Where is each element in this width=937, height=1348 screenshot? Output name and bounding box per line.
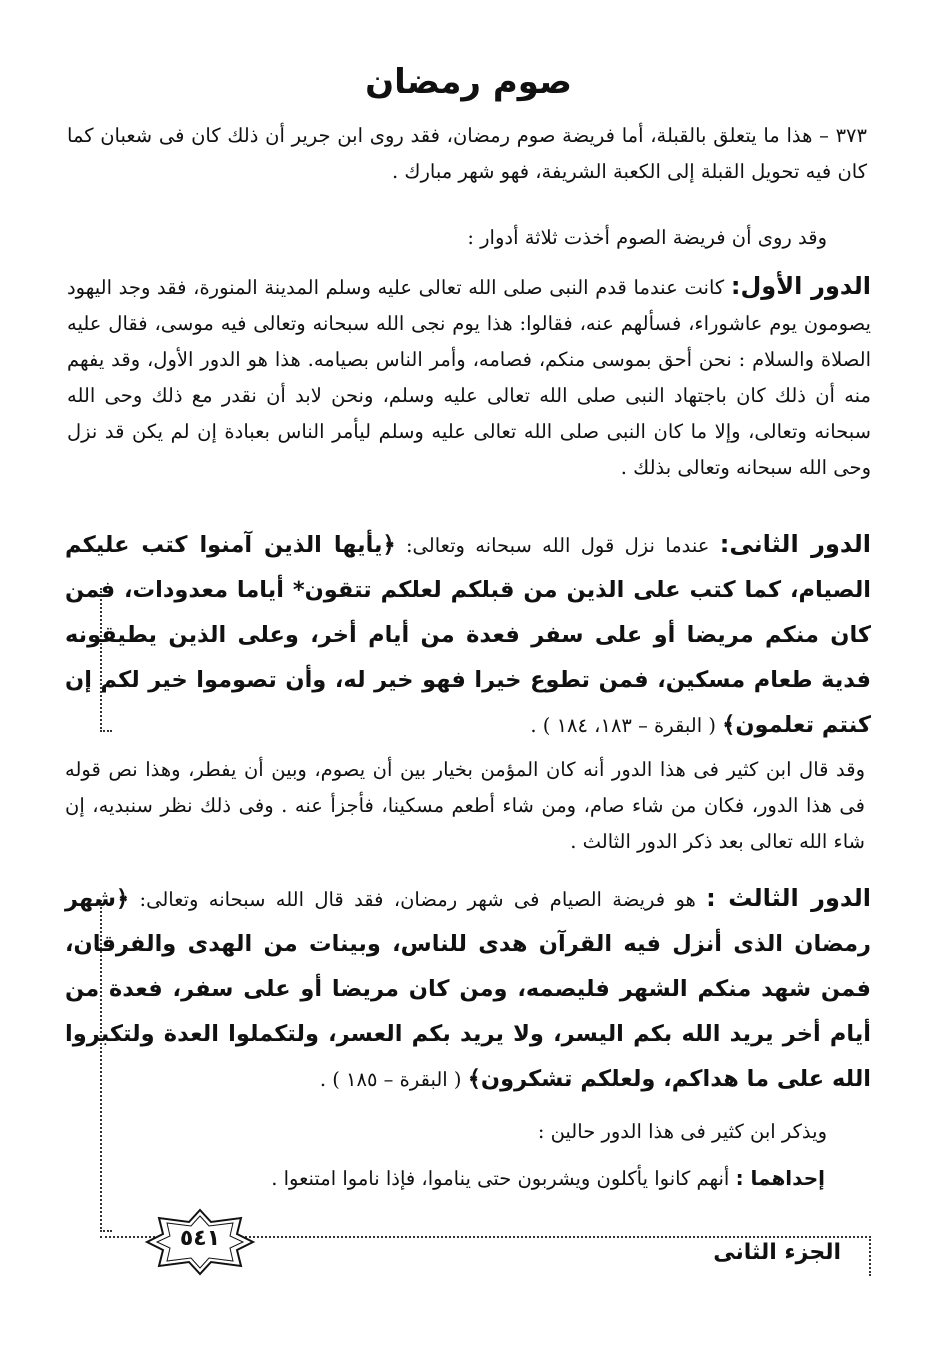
section-third-stage xyxy=(65,876,871,1102)
third-stage-intro: هو فريضة الصيام فى شهر رمضان، فقد قال الله سبحانه وتعالى: xyxy=(139,888,696,911)
quran-quote-baqarah-183-184: ﴿يأيها الذين آمنوا كتب عليكم الصيام، كما كتب على الذين من قبلكم لعلكم تتقون* أياما معدودات، فمن كان منكم مريضا أو على سفر فعدة من أيام أخر، وعلى الذين يطيقونه فدية طعام مسكين، فمن تطوع خيرا فهو خير له، وأن تصوموا خير لكم إن كنتم تعلمون﴾ xyxy=(65,532,871,738)
first-case-heading: إحداهما : xyxy=(735,1166,825,1190)
paragraph-ibn-kathir-2 xyxy=(67,1114,827,1150)
paragraph-intro-text: وقد روى أن فريضة الصوم أخذت ثلاثة أدوار : xyxy=(467,226,827,249)
paragraph-373 xyxy=(67,118,867,190)
first-stage-heading: الدور الأول: xyxy=(730,272,871,300)
third-stage-heading: الدور الثالث : xyxy=(706,884,871,912)
ibn-kathir-1-text: وقد قال ابن كثير فى هذا الدور أنه كان المؤمن بخيار بين أن يصوم، وبين أن يفطر، وهذا نص قوله فى هذا الدور، فكان من شاء صام، ومن شاء أطعم مسكينا، فأجزأ عنه . وفى ذلك نظر سنبديه، إن شاء الله تعالى بعد ذكر الدور الثالث . xyxy=(65,758,865,853)
part-label: الجزء الثانى xyxy=(713,1240,841,1265)
page-number: ٥٤١ xyxy=(179,1226,221,1251)
paragraph-intro xyxy=(67,220,827,256)
first-case-text: أنهم كانوا يأكلون ويشربون حتى يناموا، فإذا ناموا امتنعوا . xyxy=(271,1167,730,1190)
quran-ref-baqarah-185: ( البقرة – ١٨٥ ) . xyxy=(319,1068,462,1091)
paragraph-373-text: ٣٧٣ – هذا ما يتعلق بالقبلة، أما فريضة صوم رمضان، فقد روى ابن جرير أن ذلك كان فى شعبان كما كان فيه تحويل القبلة إلى الكعبة الشريفة، فهو شهر مبارك . xyxy=(67,124,867,183)
section-first-stage xyxy=(67,268,871,486)
page-title: صوم رمضان xyxy=(365,62,572,102)
quran-quote-baqarah-185: ﴿شهر رمضان الذى أنزل فيه القرآن هدى للناس، وبينات من الهدى والفرقان، فمن شهد منكم الشهر فليصمه، ومن كان مريضا أو على سفر، فعدة من أيام أخر يريد الله بكم اليسر، ولا يريد بكم العسر، ولتكملوا العدة ولتكبروا الله على ما هداكم، ولعلكم تشكرون﴾ xyxy=(65,886,871,1092)
second-stage-heading: الدور الثانى: xyxy=(719,530,871,558)
paragraph-ibn-kathir-1 xyxy=(65,752,865,860)
ibn-kathir-2-text: ويذكر ابن كثير فى هذا الدور حالين : xyxy=(537,1120,827,1143)
footer-divider-edge xyxy=(869,1236,871,1276)
paragraph-first-case xyxy=(65,1160,825,1197)
first-stage-text: كانت عندما قدم النبى صلى الله تعالى عليه وسلم المدينة المنورة، فقد وجد اليهود يصومون يوم عاشوراء، فسألهم عنه، فقالوا: هذا يوم نجى الله سبحانه وتعالى فيه موسى، فقال عليه الصلاة والسلام : نحن أحق بموسى منكم، فصامه، وأمر الناس بصيامه. هذا هو الدور الأول، وقد يفهم منه أن ذلك كان باجتهاد النبى صلى الله تعالى عليه وسلم، ونحن لابد أن نقدر مع ذلك وحى الله سبحانه وتعالى، وإلا ما كان النبى صلى الله تعالى عليه وسلم ليأمر الناس بعبادة إن لم يكن قد نزل وحى الله سبحانه وتعالى بذلك . xyxy=(67,276,871,479)
quran-ref-baqarah-183-184: ( البقرة – ١٨٣، ١٨٤ ) . xyxy=(530,714,716,737)
section-second-stage xyxy=(65,522,871,748)
second-stage-intro: عندما نزل قول الله سبحانه وتعالى: xyxy=(405,534,710,557)
